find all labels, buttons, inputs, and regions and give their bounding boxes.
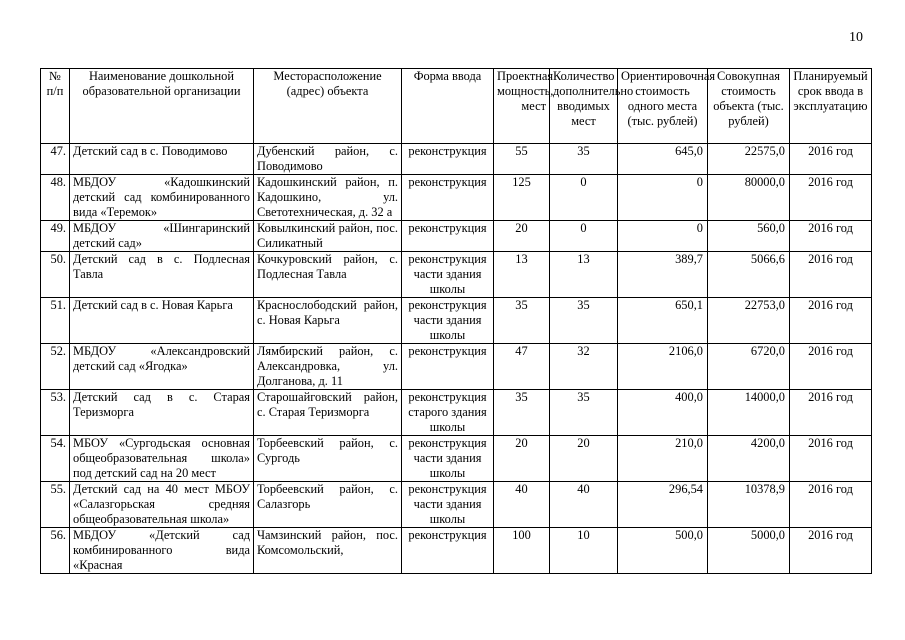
row-form: реконструкция части здания школы bbox=[402, 252, 494, 298]
header-form: Форма ввода bbox=[402, 69, 494, 144]
row-name: МБДОУ «Кадошкинский детский сад комбинированного вида «Теремок» bbox=[70, 175, 254, 221]
row-capacity: 20 bbox=[494, 436, 550, 482]
table-row bbox=[41, 252, 872, 298]
row-name: Детский сад в с. Поводимово bbox=[70, 144, 254, 175]
header-name: Наименование дошкольной образовательной организации bbox=[70, 69, 254, 144]
row-additional: 35 bbox=[550, 144, 618, 175]
row-unit-cost: 0 bbox=[618, 175, 708, 221]
row-total-cost: 14000,0 bbox=[708, 390, 790, 436]
row-unit-cost: 2106,0 bbox=[618, 344, 708, 390]
row-name: МБОУ «Сургодьская основная общеобразовательная школа» под детский сад на 20 мест bbox=[70, 436, 254, 482]
row-total-cost: 10378,9 bbox=[708, 482, 790, 528]
row-term: 2016 год bbox=[790, 344, 872, 390]
table-row bbox=[41, 436, 872, 482]
table-row bbox=[41, 175, 872, 221]
header-capacity: Проектная мощность, мест bbox=[494, 69, 550, 144]
row-num: 48. bbox=[41, 175, 70, 221]
row-term: 2016 год bbox=[790, 252, 872, 298]
row-name: Детский сад на 40 мест МБОУ «Салазгорьская средняя общеобразовательная школа» bbox=[70, 482, 254, 528]
row-unit-cost: 0 bbox=[618, 221, 708, 252]
row-num: 49. bbox=[41, 221, 70, 252]
header-unit-cost: Ориентировочная стоимость одного места (тыс. рублей) bbox=[618, 69, 708, 144]
row-address: Лямбирский район, с. Александровка, ул. Долганова, д. 11 bbox=[254, 344, 402, 390]
row-additional: 35 bbox=[550, 390, 618, 436]
row-capacity: 35 bbox=[494, 298, 550, 344]
row-capacity: 100 bbox=[494, 528, 550, 574]
row-term: 2016 год bbox=[790, 144, 872, 175]
row-num: 50. bbox=[41, 252, 70, 298]
row-address: Чамзинский район, пос. Комсомольский, bbox=[254, 528, 402, 574]
row-additional: 40 bbox=[550, 482, 618, 528]
table-row bbox=[41, 482, 872, 528]
row-capacity: 20 bbox=[494, 221, 550, 252]
row-form: реконструкция bbox=[402, 175, 494, 221]
table-row bbox=[41, 221, 872, 252]
page-number: 10 bbox=[849, 30, 863, 45]
row-form: реконструкция bbox=[402, 344, 494, 390]
row-name: МБДОУ «Александровский детский сад «Ягодка» bbox=[70, 344, 254, 390]
row-term: 2016 год bbox=[790, 390, 872, 436]
row-address: Дубенский район, с. Поводимово bbox=[254, 144, 402, 175]
row-unit-cost: 296,54 bbox=[618, 482, 708, 528]
row-form: реконструкция старого здания школы bbox=[402, 390, 494, 436]
row-unit-cost: 500,0 bbox=[618, 528, 708, 574]
row-additional: 35 bbox=[550, 298, 618, 344]
table-row bbox=[41, 144, 872, 175]
row-address: Торбеевский район, с. Салазгорь bbox=[254, 482, 402, 528]
header-term: Планируемый срок ввода в эксплуатацию bbox=[790, 69, 872, 144]
row-term: 2016 год bbox=[790, 528, 872, 574]
row-capacity: 47 bbox=[494, 344, 550, 390]
row-form: реконструкция части здания школы bbox=[402, 436, 494, 482]
row-unit-cost: 400,0 bbox=[618, 390, 708, 436]
row-total-cost: 5000,0 bbox=[708, 528, 790, 574]
row-name: Детский сад в с. Подлесная Тавла bbox=[70, 252, 254, 298]
row-capacity: 35 bbox=[494, 390, 550, 436]
row-capacity: 55 bbox=[494, 144, 550, 175]
header-additional: Количество дополнительно вводимых мест bbox=[550, 69, 618, 144]
row-name: Детский сад в с. Старая Теризморга bbox=[70, 390, 254, 436]
row-capacity: 125 bbox=[494, 175, 550, 221]
row-total-cost: 4200,0 bbox=[708, 436, 790, 482]
table-header-row bbox=[41, 69, 872, 144]
row-form: реконструкция bbox=[402, 528, 494, 574]
row-capacity: 40 bbox=[494, 482, 550, 528]
row-additional: 20 bbox=[550, 436, 618, 482]
row-name: МБДОУ «Детский сад комбинированного вида «Красная bbox=[70, 528, 254, 574]
row-total-cost: 22575,0 bbox=[708, 144, 790, 175]
row-additional: 0 bbox=[550, 221, 618, 252]
row-address: Кадошкинский район, п. Кадошкино, ул. Светотехническая, д. 32 а bbox=[254, 175, 402, 221]
row-address: Ковылкинский район, пос. Силикатный bbox=[254, 221, 402, 252]
table-row bbox=[41, 298, 872, 344]
table-row bbox=[41, 344, 872, 390]
row-num: 54. bbox=[41, 436, 70, 482]
row-address: Старошайговский район, с. Старая Теризморга bbox=[254, 390, 402, 436]
table-row bbox=[41, 528, 872, 574]
row-unit-cost: 650,1 bbox=[618, 298, 708, 344]
header-num: № п/п bbox=[41, 69, 70, 144]
row-address: Торбеевский район, с. Сургодь bbox=[254, 436, 402, 482]
row-form: реконструкция части здания школы bbox=[402, 482, 494, 528]
row-additional: 32 bbox=[550, 344, 618, 390]
row-num: 47. bbox=[41, 144, 70, 175]
row-num: 52. bbox=[41, 344, 70, 390]
row-unit-cost: 389,7 bbox=[618, 252, 708, 298]
row-term: 2016 год bbox=[790, 175, 872, 221]
row-term: 2016 год bbox=[790, 436, 872, 482]
header-address: Месторасположение (адрес) объекта bbox=[254, 69, 402, 144]
row-form: реконструкция bbox=[402, 221, 494, 252]
row-term: 2016 год bbox=[790, 482, 872, 528]
row-additional: 10 bbox=[550, 528, 618, 574]
row-total-cost: 6720,0 bbox=[708, 344, 790, 390]
row-address: Кочкуровский район, с. Подлесная Тавла bbox=[254, 252, 402, 298]
row-form: реконструкция bbox=[402, 144, 494, 175]
row-unit-cost: 645,0 bbox=[618, 144, 708, 175]
row-num: 55. bbox=[41, 482, 70, 528]
row-total-cost: 5066,6 bbox=[708, 252, 790, 298]
row-additional: 13 bbox=[550, 252, 618, 298]
row-total-cost: 22753,0 bbox=[708, 298, 790, 344]
row-form: реконструкция части здания школы bbox=[402, 298, 494, 344]
header-total-cost: Совокупная стоимость объекта (тыс. рублей) bbox=[708, 69, 790, 144]
row-term: 2016 год bbox=[790, 298, 872, 344]
row-num: 53. bbox=[41, 390, 70, 436]
row-name: МБДОУ «Шингаринский детский сад» bbox=[70, 221, 254, 252]
kindergarten-table bbox=[40, 68, 872, 574]
row-num: 56. bbox=[41, 528, 70, 574]
row-total-cost: 80000,0 bbox=[708, 175, 790, 221]
row-total-cost: 560,0 bbox=[708, 221, 790, 252]
row-num: 51. bbox=[41, 298, 70, 344]
row-unit-cost: 210,0 bbox=[618, 436, 708, 482]
row-address: Краснослободский район, с. Новая Карьга bbox=[254, 298, 402, 344]
row-name: Детский сад в с. Новая Карьга bbox=[70, 298, 254, 344]
row-additional: 0 bbox=[550, 175, 618, 221]
table-row bbox=[41, 390, 872, 436]
row-term: 2016 год bbox=[790, 221, 872, 252]
row-capacity: 13 bbox=[494, 252, 550, 298]
